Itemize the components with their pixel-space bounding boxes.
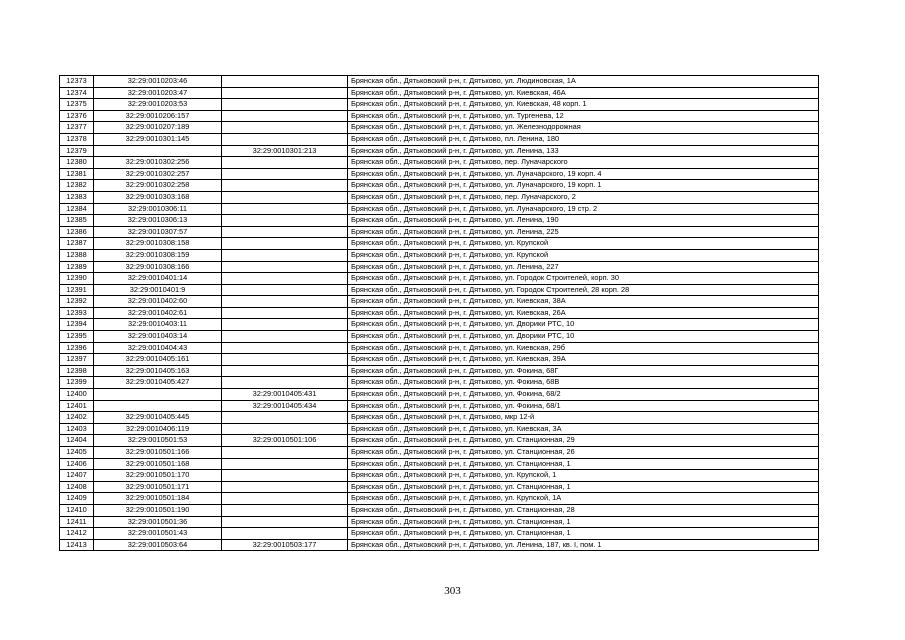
address-cell: Брянская обл., Дятьковский р-н, г. Дятьково, ул. Железнодорожная bbox=[348, 122, 819, 134]
row-number-cell: 12388 bbox=[60, 249, 94, 261]
cadastral-number-cell: 32:29:0010401:9 bbox=[94, 284, 222, 296]
cadastral-number-cell: 32:29:0010402:61 bbox=[94, 307, 222, 319]
registry-table bbox=[59, 75, 819, 551]
table-row bbox=[60, 389, 819, 401]
table-row bbox=[60, 226, 819, 238]
table-row bbox=[60, 504, 819, 516]
cadastral-number-cell: 32:29:0010501:170 bbox=[94, 470, 222, 482]
row-number-cell: 12385 bbox=[60, 215, 94, 227]
table-row bbox=[60, 122, 819, 134]
cadastral-number-cell bbox=[94, 400, 222, 412]
table-row bbox=[60, 331, 819, 343]
table-row bbox=[60, 528, 819, 540]
address-cell: Брянская обл., Дятьковский р-н, г. Дятьково, ул. Людиновская, 1А bbox=[348, 76, 819, 88]
table-row bbox=[60, 435, 819, 447]
table-row bbox=[60, 377, 819, 389]
row-number-cell: 12382 bbox=[60, 180, 94, 192]
cadastral-number-cell: 32:29:0010302:257 bbox=[94, 168, 222, 180]
address-cell: Брянская обл., Дятьковский р-н, г. Дятьково, ул. Станционная, 29 bbox=[348, 435, 819, 447]
cadastral-number-cell: 32:29:0010308:158 bbox=[94, 238, 222, 250]
cadastral-number-cell: 32:29:0010501:190 bbox=[94, 504, 222, 516]
address-cell: Брянская обл., Дятьковский р-н, г. Дятьково, ул. Станционная, 28 bbox=[348, 504, 819, 516]
address-cell: Брянская обл., Дятьковский р-н, г. Дятьково, ул. Станционная, 1 bbox=[348, 481, 819, 493]
address-cell: Брянская обл., Дятьковский р-н, г. Дятьково, ул. Ленина, 133 bbox=[348, 145, 819, 157]
cadastral-number-cell: 32:29:0010501:166 bbox=[94, 447, 222, 459]
table-row bbox=[60, 319, 819, 331]
related-cadastral-number-cell bbox=[222, 365, 348, 377]
row-number-cell: 12376 bbox=[60, 110, 94, 122]
row-number-cell: 12404 bbox=[60, 435, 94, 447]
address-cell: Брянская обл., Дятьковский р-н, г. Дятьково, пер. Луначарского bbox=[348, 157, 819, 169]
row-number-cell: 12406 bbox=[60, 458, 94, 470]
related-cadastral-number-cell bbox=[222, 238, 348, 250]
table-row bbox=[60, 400, 819, 412]
address-cell: Брянская обл., Дятьковский р-н, г. Дятьково, ул. Крупской bbox=[348, 249, 819, 261]
row-number-cell: 12379 bbox=[60, 145, 94, 157]
cadastral-number-cell: 32:29:0010306:11 bbox=[94, 203, 222, 215]
table-row bbox=[60, 110, 819, 122]
related-cadastral-number-cell bbox=[222, 122, 348, 134]
address-cell: Брянская обл., Дятьковский р-н, г. Дятьково, ул. Киевская, 29б bbox=[348, 342, 819, 354]
address-cell: Брянская обл., Дятьковский р-н, г. Дятьково, ул. Городок Строителей, корп. 30 bbox=[348, 273, 819, 285]
row-number-cell: 12377 bbox=[60, 122, 94, 134]
table-row bbox=[60, 168, 819, 180]
address-cell: Брянская обл., Дятьковский р-н, г. Дятьково, ул. Фокина, 68Г bbox=[348, 365, 819, 377]
row-number-cell: 12402 bbox=[60, 412, 94, 424]
row-number-cell: 12400 bbox=[60, 389, 94, 401]
related-cadastral-number-cell bbox=[222, 342, 348, 354]
table-row bbox=[60, 423, 819, 435]
related-cadastral-number-cell bbox=[222, 481, 348, 493]
related-cadastral-number-cell bbox=[222, 226, 348, 238]
row-number-cell: 12393 bbox=[60, 307, 94, 319]
cadastral-number-cell: 32:29:0010203:53 bbox=[94, 99, 222, 111]
cadastral-number-cell: 32:29:0010303:168 bbox=[94, 191, 222, 203]
cadastral-number-cell: 32:29:0010203:47 bbox=[94, 87, 222, 99]
cadastral-number-cell: 32:29:0010308:166 bbox=[94, 261, 222, 273]
page-number: 303 bbox=[444, 585, 461, 597]
address-cell: Брянская обл., Дятьковский р-н, г. Дятьково, ул. Киевская, 3А bbox=[348, 423, 819, 435]
row-number-cell: 12412 bbox=[60, 528, 94, 540]
related-cadastral-number-cell bbox=[222, 412, 348, 424]
table-row bbox=[60, 180, 819, 192]
related-cadastral-number-cell bbox=[222, 377, 348, 389]
address-cell: Брянская обл., Дятьковский р-н, г. Дятьково, ул. Крупской bbox=[348, 238, 819, 250]
cadastral-number-cell: 32:29:0010302:258 bbox=[94, 180, 222, 192]
table-row bbox=[60, 296, 819, 308]
related-cadastral-number-cell bbox=[222, 354, 348, 366]
related-cadastral-number-cell bbox=[222, 284, 348, 296]
row-number-cell: 12389 bbox=[60, 261, 94, 273]
row-number-cell: 12381 bbox=[60, 168, 94, 180]
row-number-cell: 12411 bbox=[60, 516, 94, 528]
address-cell: Брянская обл., Дятьковский р-н, г. Дятьково, ул. Луначарского, 19 корп. 1 bbox=[348, 180, 819, 192]
related-cadastral-number-cell bbox=[222, 423, 348, 435]
row-number-cell: 12397 bbox=[60, 354, 94, 366]
cadastral-number-cell: 32:29:0010501:53 bbox=[94, 435, 222, 447]
row-number-cell: 12378 bbox=[60, 133, 94, 145]
cadastral-number-cell: 32:29:0010207:189 bbox=[94, 122, 222, 134]
row-number-cell: 12408 bbox=[60, 481, 94, 493]
cadastral-number-cell: 32:29:0010501:36 bbox=[94, 516, 222, 528]
row-number-cell: 12395 bbox=[60, 331, 94, 343]
related-cadastral-number-cell bbox=[222, 504, 348, 516]
row-number-cell: 12394 bbox=[60, 319, 94, 331]
row-number-cell: 12390 bbox=[60, 273, 94, 285]
row-number-cell: 12374 bbox=[60, 87, 94, 99]
related-cadastral-number-cell bbox=[222, 331, 348, 343]
address-cell: Брянская обл., Дятьковский р-н, г. Дятьково, ул. Станционная, 1 bbox=[348, 458, 819, 470]
address-cell: Брянская обл., Дятьковский р-н, г. Дятьково, ул. Ленина, 227 bbox=[348, 261, 819, 273]
row-number-cell: 12380 bbox=[60, 157, 94, 169]
address-cell: Брянская обл., Дятьковский р-н, г. Дятьково, ул. Тургенева, 12 bbox=[348, 110, 819, 122]
address-cell: Брянская обл., Дятьковский р-н, г. Дятьково, ул. Дворики РТС, 10 bbox=[348, 331, 819, 343]
address-cell: Брянская обл., Дятьковский р-н, г. Дятьково, ул. Крупской, 1 bbox=[348, 470, 819, 482]
row-number-cell: 12384 bbox=[60, 203, 94, 215]
address-cell: Брянская обл., Дятьковский р-н, г. Дятьково, ул. Станционная, 26 bbox=[348, 447, 819, 459]
address-cell: Брянская обл., Дятьковский р-н, г. Дятьково, ул. Луначарского, 19 стр. 2 bbox=[348, 203, 819, 215]
cadastral-number-cell: 32:29:0010501:171 bbox=[94, 481, 222, 493]
cadastral-number-cell: 32:29:0010306:13 bbox=[94, 215, 222, 227]
cadastral-number-cell: 32:29:0010405:445 bbox=[94, 412, 222, 424]
row-number-cell: 12398 bbox=[60, 365, 94, 377]
table-row bbox=[60, 157, 819, 169]
address-cell: Брянская обл., Дятьковский р-н, г. Дятьково, ул. Киевская, 46А bbox=[348, 87, 819, 99]
table-row bbox=[60, 447, 819, 459]
address-cell: Брянская обл., Дятьковский р-н, г. Дятьково, ул. Фокина, 68В bbox=[348, 377, 819, 389]
row-number-cell: 12409 bbox=[60, 493, 94, 505]
address-cell: Брянская обл., Дятьковский р-н, г. Дятьково, ул. Станционная, 1 bbox=[348, 528, 819, 540]
cadastral-number-cell: 32:29:0010308:159 bbox=[94, 249, 222, 261]
related-cadastral-number-cell bbox=[222, 99, 348, 111]
table-row bbox=[60, 76, 819, 88]
cadastral-number-cell bbox=[94, 145, 222, 157]
address-cell: Брянская обл., Дятьковский р-н, г. Дятьково, ул. Киевская, 26А bbox=[348, 307, 819, 319]
table-row bbox=[60, 516, 819, 528]
cadastral-number-cell: 32:29:0010302:256 bbox=[94, 157, 222, 169]
table-row bbox=[60, 284, 819, 296]
row-number-cell: 12387 bbox=[60, 238, 94, 250]
address-cell: Брянская обл., Дятьковский р-н, г. Дятьково, ул. Городок Строителей, 28 корп. 28 bbox=[348, 284, 819, 296]
address-cell: Брянская обл., Дятьковский р-н, г. Дятьково, ул. Ленина, 187, кв. I, пом. 1 bbox=[348, 539, 819, 551]
cadastral-number-cell: 32:29:0010503:64 bbox=[94, 539, 222, 551]
related-cadastral-number-cell bbox=[222, 76, 348, 88]
address-cell: Брянская обл., Дятьковский р-н, г. Дятьково, ул. Киевская, 38А bbox=[348, 296, 819, 308]
address-cell: Брянская обл., Дятьковский р-н, г. Дятьково, ул. Фокина, 68/2 bbox=[348, 389, 819, 401]
address-cell: Брянская обл., Дятьковский р-н, г. Дятьково, ул. Ленина, 225 bbox=[348, 226, 819, 238]
table-row bbox=[60, 191, 819, 203]
table-row bbox=[60, 203, 819, 215]
related-cadastral-number-cell bbox=[222, 203, 348, 215]
related-cadastral-number-cell bbox=[222, 307, 348, 319]
table-row bbox=[60, 215, 819, 227]
table-row bbox=[60, 249, 819, 261]
cadastral-number-cell: 32:29:0010405:161 bbox=[94, 354, 222, 366]
address-cell: Брянская обл., Дятьковский р-н, г. Дятьково, ул. Дворики РТС, 10 bbox=[348, 319, 819, 331]
row-number-cell: 12386 bbox=[60, 226, 94, 238]
cadastral-number-cell: 32:29:0010301:145 bbox=[94, 133, 222, 145]
address-cell: Брянская обл., Дятьковский р-н, г. Дятьково, ул. Киевская, 48 корп. 1 bbox=[348, 99, 819, 111]
related-cadastral-number-cell: 32:29:0010405:431 bbox=[222, 389, 348, 401]
related-cadastral-number-cell bbox=[222, 180, 348, 192]
address-cell: Брянская обл., Дятьковский р-н, г. Дятьково, ул. Киевская, 39А bbox=[348, 354, 819, 366]
cadastral-number-cell: 32:29:0010307:57 bbox=[94, 226, 222, 238]
table-row bbox=[60, 133, 819, 145]
cadastral-number-cell: 32:29:0010406:119 bbox=[94, 423, 222, 435]
cadastral-number-cell: 32:29:0010501:168 bbox=[94, 458, 222, 470]
related-cadastral-number-cell: 32:29:0010503:177 bbox=[222, 539, 348, 551]
related-cadastral-number-cell bbox=[222, 261, 348, 273]
address-cell: Брянская обл., Дятьковский р-н, г. Дятьково, ул. Луначарского, 19 корп. 4 bbox=[348, 168, 819, 180]
row-number-cell: 12401 bbox=[60, 400, 94, 412]
related-cadastral-number-cell bbox=[222, 470, 348, 482]
related-cadastral-number-cell bbox=[222, 157, 348, 169]
table-row bbox=[60, 261, 819, 273]
row-number-cell: 12383 bbox=[60, 191, 94, 203]
row-number-cell: 12407 bbox=[60, 470, 94, 482]
cadastral-number-cell: 32:29:0010206:157 bbox=[94, 110, 222, 122]
related-cadastral-number-cell bbox=[222, 319, 348, 331]
row-number-cell: 12373 bbox=[60, 76, 94, 88]
table-row bbox=[60, 99, 819, 111]
address-cell: Брянская обл., Дятьковский р-н, г. Дятьково, ул. Фокина, 68/1 bbox=[348, 400, 819, 412]
related-cadastral-number-cell bbox=[222, 133, 348, 145]
table-row bbox=[60, 493, 819, 505]
row-number-cell: 12405 bbox=[60, 447, 94, 459]
related-cadastral-number-cell bbox=[222, 273, 348, 285]
table-row bbox=[60, 539, 819, 551]
cadastral-number-cell: 32:29:0010403:11 bbox=[94, 319, 222, 331]
address-cell: Брянская обл., Дятьковский р-н, г. Дятьково, мкр 12-й bbox=[348, 412, 819, 424]
related-cadastral-number-cell bbox=[222, 296, 348, 308]
row-number-cell: 12392 bbox=[60, 296, 94, 308]
table-row bbox=[60, 273, 819, 285]
cadastral-number-cell: 32:29:0010403:14 bbox=[94, 331, 222, 343]
table-row bbox=[60, 481, 819, 493]
related-cadastral-number-cell bbox=[222, 447, 348, 459]
related-cadastral-number-cell bbox=[222, 249, 348, 261]
address-cell: Брянская обл., Дятьковский р-н, г. Дятьково, пл. Ленина, 180 bbox=[348, 133, 819, 145]
cadastral-number-cell: 32:29:0010501:184 bbox=[94, 493, 222, 505]
address-cell: Брянская обл., Дятьковский р-н, г. Дятьково, ул. Крупской, 1А bbox=[348, 493, 819, 505]
cadastral-number-cell: 32:29:0010501:43 bbox=[94, 528, 222, 540]
table-row bbox=[60, 458, 819, 470]
table-row bbox=[60, 365, 819, 377]
row-number-cell: 12399 bbox=[60, 377, 94, 389]
table-row bbox=[60, 307, 819, 319]
address-cell: Брянская обл., Дятьковский р-н, г. Дятьково, ул. Ленина, 190 bbox=[348, 215, 819, 227]
related-cadastral-number-cell bbox=[222, 215, 348, 227]
related-cadastral-number-cell bbox=[222, 87, 348, 99]
related-cadastral-number-cell bbox=[222, 528, 348, 540]
related-cadastral-number-cell bbox=[222, 458, 348, 470]
row-number-cell: 12403 bbox=[60, 423, 94, 435]
row-number-cell: 12396 bbox=[60, 342, 94, 354]
table-row bbox=[60, 354, 819, 366]
cadastral-number-cell: 32:29:0010402:60 bbox=[94, 296, 222, 308]
table-row bbox=[60, 238, 819, 250]
table-row bbox=[60, 342, 819, 354]
row-number-cell: 12410 bbox=[60, 504, 94, 516]
row-number-cell: 12391 bbox=[60, 284, 94, 296]
cadastral-number-cell: 32:29:0010405:427 bbox=[94, 377, 222, 389]
registry-table-body bbox=[60, 76, 819, 551]
row-number-cell: 12413 bbox=[60, 539, 94, 551]
address-cell: Брянская обл., Дятьковский р-н, г. Дятьково, пер. Луначарского, 2 bbox=[348, 191, 819, 203]
cadastral-number-cell: 32:29:0010405:163 bbox=[94, 365, 222, 377]
related-cadastral-number-cell: 32:29:0010501:106 bbox=[222, 435, 348, 447]
cadastral-number-cell bbox=[94, 389, 222, 401]
related-cadastral-number-cell: 32:29:0010405:434 bbox=[222, 400, 348, 412]
table-row bbox=[60, 470, 819, 482]
related-cadastral-number-cell: 32:29:0010301:213 bbox=[222, 145, 348, 157]
related-cadastral-number-cell bbox=[222, 516, 348, 528]
table-row bbox=[60, 145, 819, 157]
cadastral-number-cell: 32:29:0010404:43 bbox=[94, 342, 222, 354]
table-row bbox=[60, 87, 819, 99]
related-cadastral-number-cell bbox=[222, 168, 348, 180]
table-row bbox=[60, 412, 819, 424]
cadastral-number-cell: 32:29:0010203:46 bbox=[94, 76, 222, 88]
cadastral-number-cell: 32:29:0010401:14 bbox=[94, 273, 222, 285]
related-cadastral-number-cell bbox=[222, 493, 348, 505]
related-cadastral-number-cell bbox=[222, 110, 348, 122]
address-cell: Брянская обл., Дятьковский р-н, г. Дятьково, ул. Станционная, 1 bbox=[348, 516, 819, 528]
related-cadastral-number-cell bbox=[222, 191, 348, 203]
row-number-cell: 12375 bbox=[60, 99, 94, 111]
